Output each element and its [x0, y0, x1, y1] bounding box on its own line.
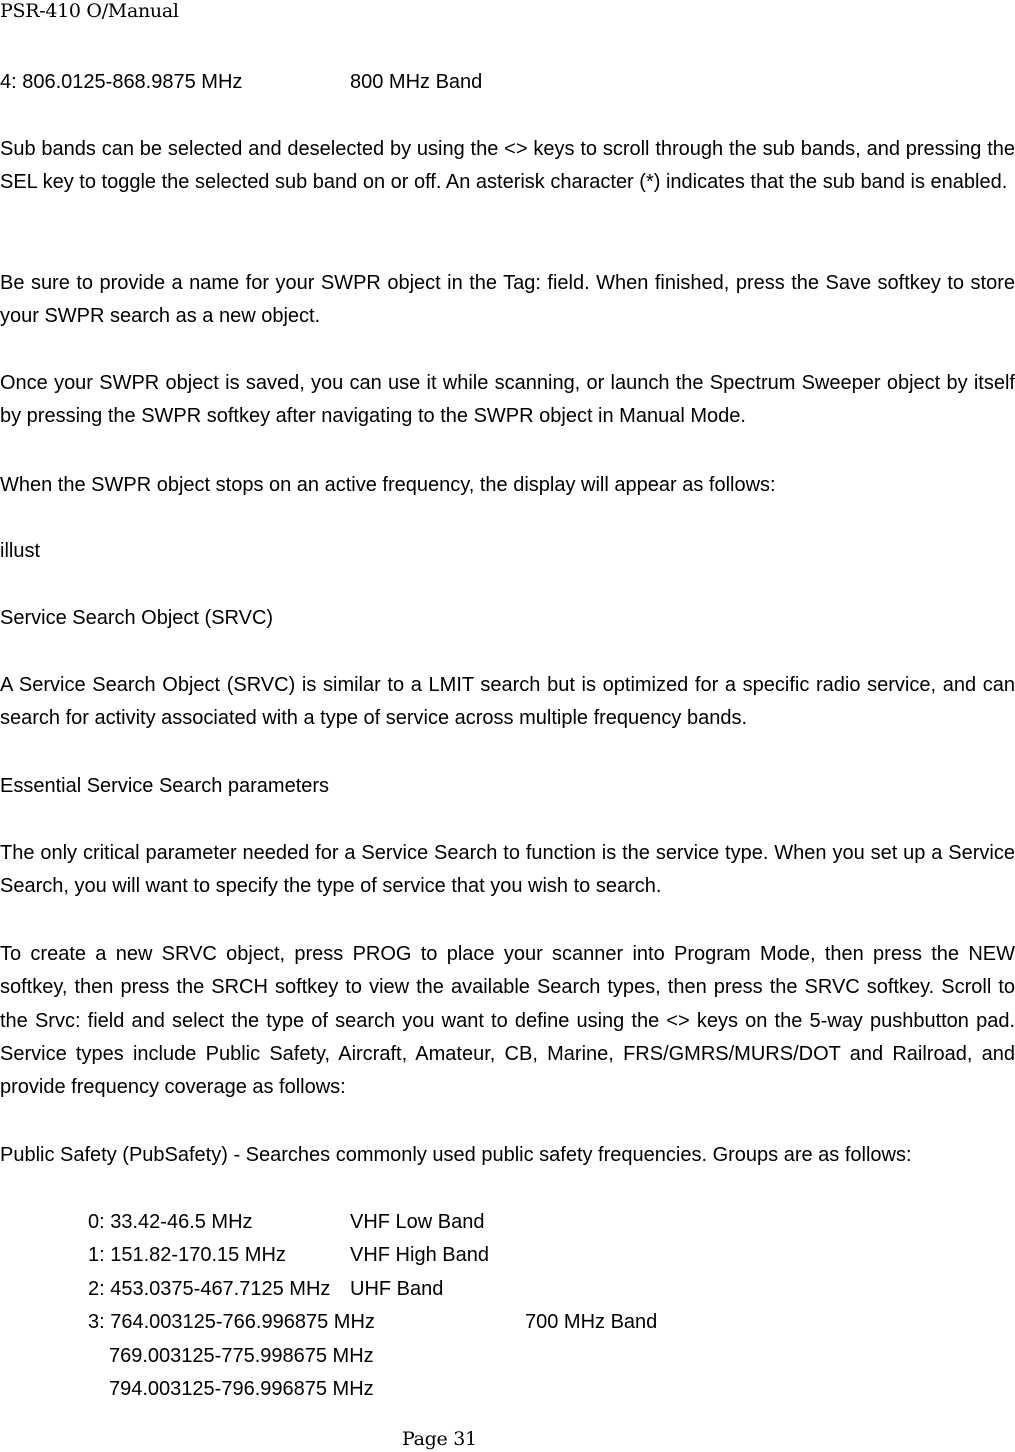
paragraph-public-safety: Public Safety (PubSafety) - Searches commonly used public safety frequencies. Groups are as follows: — [0, 1144, 912, 1166]
group-name-2: UHF Band — [350, 1278, 444, 1300]
group-label-3: 3: 764.003125-766.996875 MHz — [88, 1311, 375, 1333]
page-header: PSR-410 O/Manual — [0, 0, 179, 22]
group-label-2: 2: 453.0375-467.7125 MHz — [88, 1278, 331, 1300]
group-label-3c: 794.003125-796.996875 MHz — [109, 1378, 374, 1400]
group-label-3b: 769.003125-775.998675 MHz — [109, 1345, 374, 1367]
group-label-0: 0: 33.42-46.5 MHz — [88, 1211, 253, 1233]
section-heading-srvc: Service Search Object (SRVC) — [0, 607, 274, 629]
band-label: 4: 806.0125-868.9875 MHz — [0, 71, 243, 93]
group-name-1: VHF High Band — [350, 1244, 489, 1266]
paragraph-once-saved: Once your SWPR object is saved, you can use it while scanning, or launch the Spectrum Sweeper object by itself by pressing the SWPR softkey after navigating to the SWPR object in Manual Mode. — [0, 372, 1015, 428]
paragraph-stops-active: When the SWPR object stops on an active frequency, the display will appear as follows: — [0, 474, 776, 496]
paragraph-tag-name: Be sure to provide a name for your SWPR object in the Tag: field. When finished, press the Save softkey to store your SWPR search as a new object. — [0, 272, 1015, 328]
paragraph-sub-bands: Sub bands can be selected and deselected by using the <> keys to scroll through the sub bands, and pressing the SEL key to toggle the selected sub band on or off. An asterisk character (*) indicates that the sub band is enabled. — [0, 138, 1015, 194]
page-number: Page 31 — [402, 1428, 477, 1450]
illustration-placeholder: illust — [0, 540, 41, 562]
paragraph-srvc-intro: A Service Search Object (SRVC) is similar to a LMIT search but is optimized for a specific radio service, and can search for activity associated with a type of service across multiple frequency bands. — [0, 674, 1015, 730]
section-heading-essential: Essential Service Search parameters — [0, 775, 330, 797]
band-name: 800 MHz Band — [350, 71, 483, 93]
group-label-1: 1: 151.82-170.15 MHz — [88, 1244, 286, 1266]
group-name-0: VHF Low Band — [350, 1211, 485, 1233]
group-name-3: 700 MHz Band — [525, 1311, 658, 1333]
paragraph-critical-param: The only critical parameter needed for a Service Search to function is the service type. When you set up a Service Search, you will want to specify the type of service that you wish to search. — [0, 842, 1015, 898]
paragraph-create-srvc: To create a new SRVC object, press PROG to place your scanner into Program Mode, then press the NEW softkey, then press the SRCH softkey to view the available Search types, then press the SRVC softkey. Scroll to the Srvc: field and select the type of search you want to define using the <> keys on the 5-way pushbutton pad. Service types include Public Safety, Aircraft, Amateur, CB, Marine, FRS/GMRS/MURS/DOT and Railroad, and provide frequency coverage as follows: — [0, 943, 1015, 1099]
